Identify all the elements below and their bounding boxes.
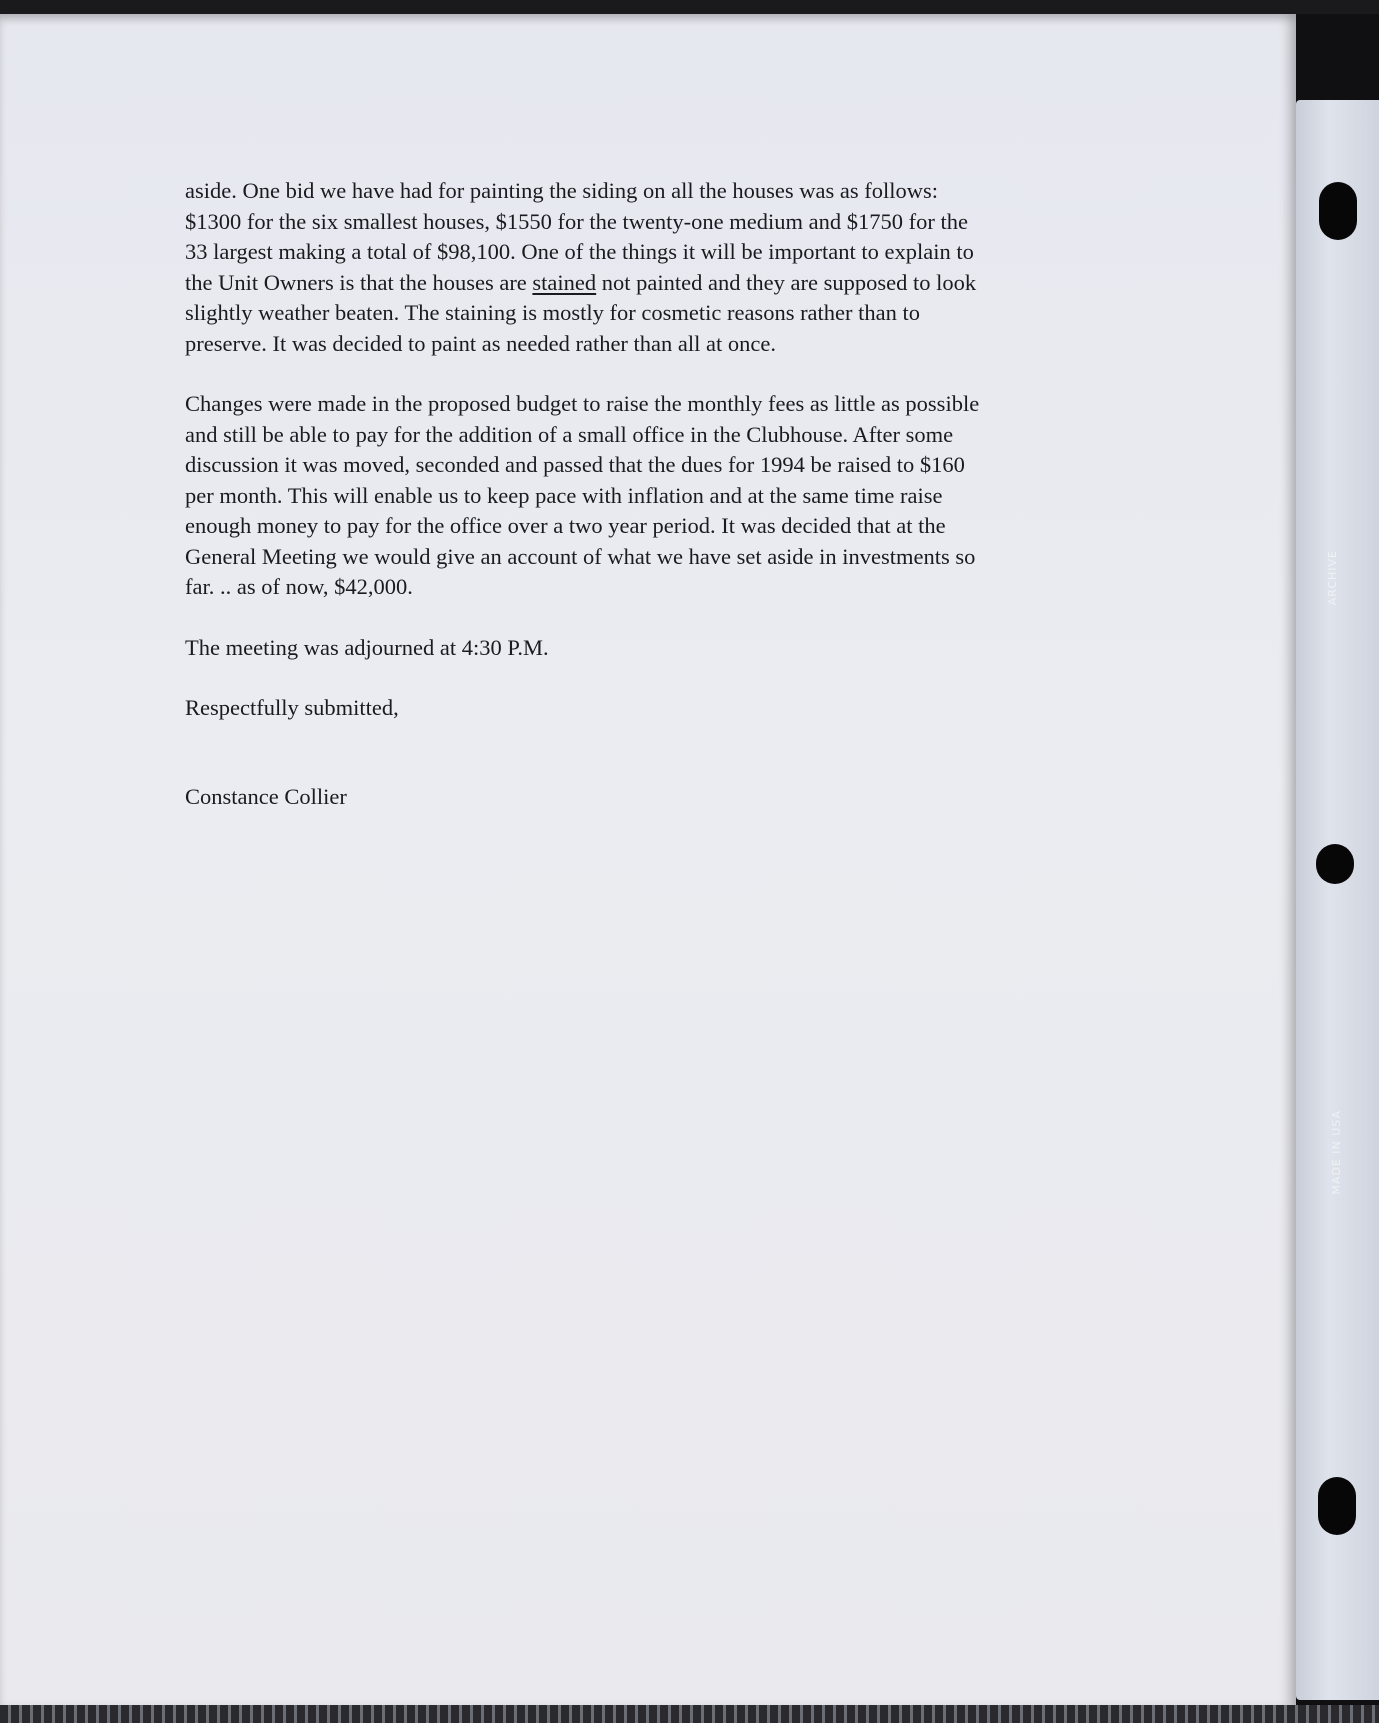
binder-bottom-edge [0, 1705, 1379, 1723]
text-line: slightly weather beaten. The staining is mostly for cosmetic reasons rather than to [185, 300, 921, 325]
signature-name: Constance Collier [185, 783, 347, 809]
text-line: per month. This will enable us to keep pace with inflation and at the same time raise [185, 482, 943, 508]
text-line: and still be able to pay for the addition of a small office in the Clubhouse. After some [185, 421, 954, 447]
text-segment: not painted and they are supposed to look [596, 269, 977, 295]
text-line: preserve. It was decided to paint as needed rather than all at once. [185, 330, 776, 356]
binder-hole-top [1319, 182, 1357, 240]
text-line: General Meeting we would give an account of what we have set aside in investments so [185, 543, 976, 569]
paragraph-budget [185, 389, 1085, 603]
paragraph-painting-bids [185, 176, 1085, 359]
text-line [185, 268, 1085, 299]
sleeve-imprint: ARCHIVE [1326, 550, 1339, 606]
text-segment: the Unit Owners is that the houses are [185, 269, 533, 295]
text-line: enough money to pay for the office over a two year period. It was decided that at the [185, 513, 946, 538]
binder-hole-middle [1316, 844, 1354, 884]
binder-hole-bottom [1318, 1477, 1356, 1535]
text-line: far. .. as of now, $42,000. [185, 574, 413, 599]
adjournment-line: The meeting was adjourned at 4:30 P.M. [185, 634, 549, 660]
text-line: aside. One bid we have had for painting the siding on all the houses was as follows: [185, 178, 938, 203]
text-line: $1300 for the six smallest houses, $1550 for the twenty-one medium and $1750 for the [185, 208, 968, 234]
text-line: discussion it was moved, seconded and passed that the dues for 1994 be raised to $160 [185, 452, 965, 477]
sheet-protector-edge [1296, 100, 1379, 1700]
sleeve-imprint: MADE IN USA [1330, 1110, 1343, 1195]
document-body [185, 176, 1085, 812]
underlined-word: stained [532, 269, 597, 295]
text-line: Changes were made in the proposed budget to raise the monthly fees as little as possible [185, 391, 980, 416]
binder-top-edge [0, 0, 1379, 14]
text-line: 33 largest making a total of $98,100. One of the things it will be important to explain to [185, 239, 974, 264]
closing-line: Respectfully submitted, [185, 695, 399, 720]
